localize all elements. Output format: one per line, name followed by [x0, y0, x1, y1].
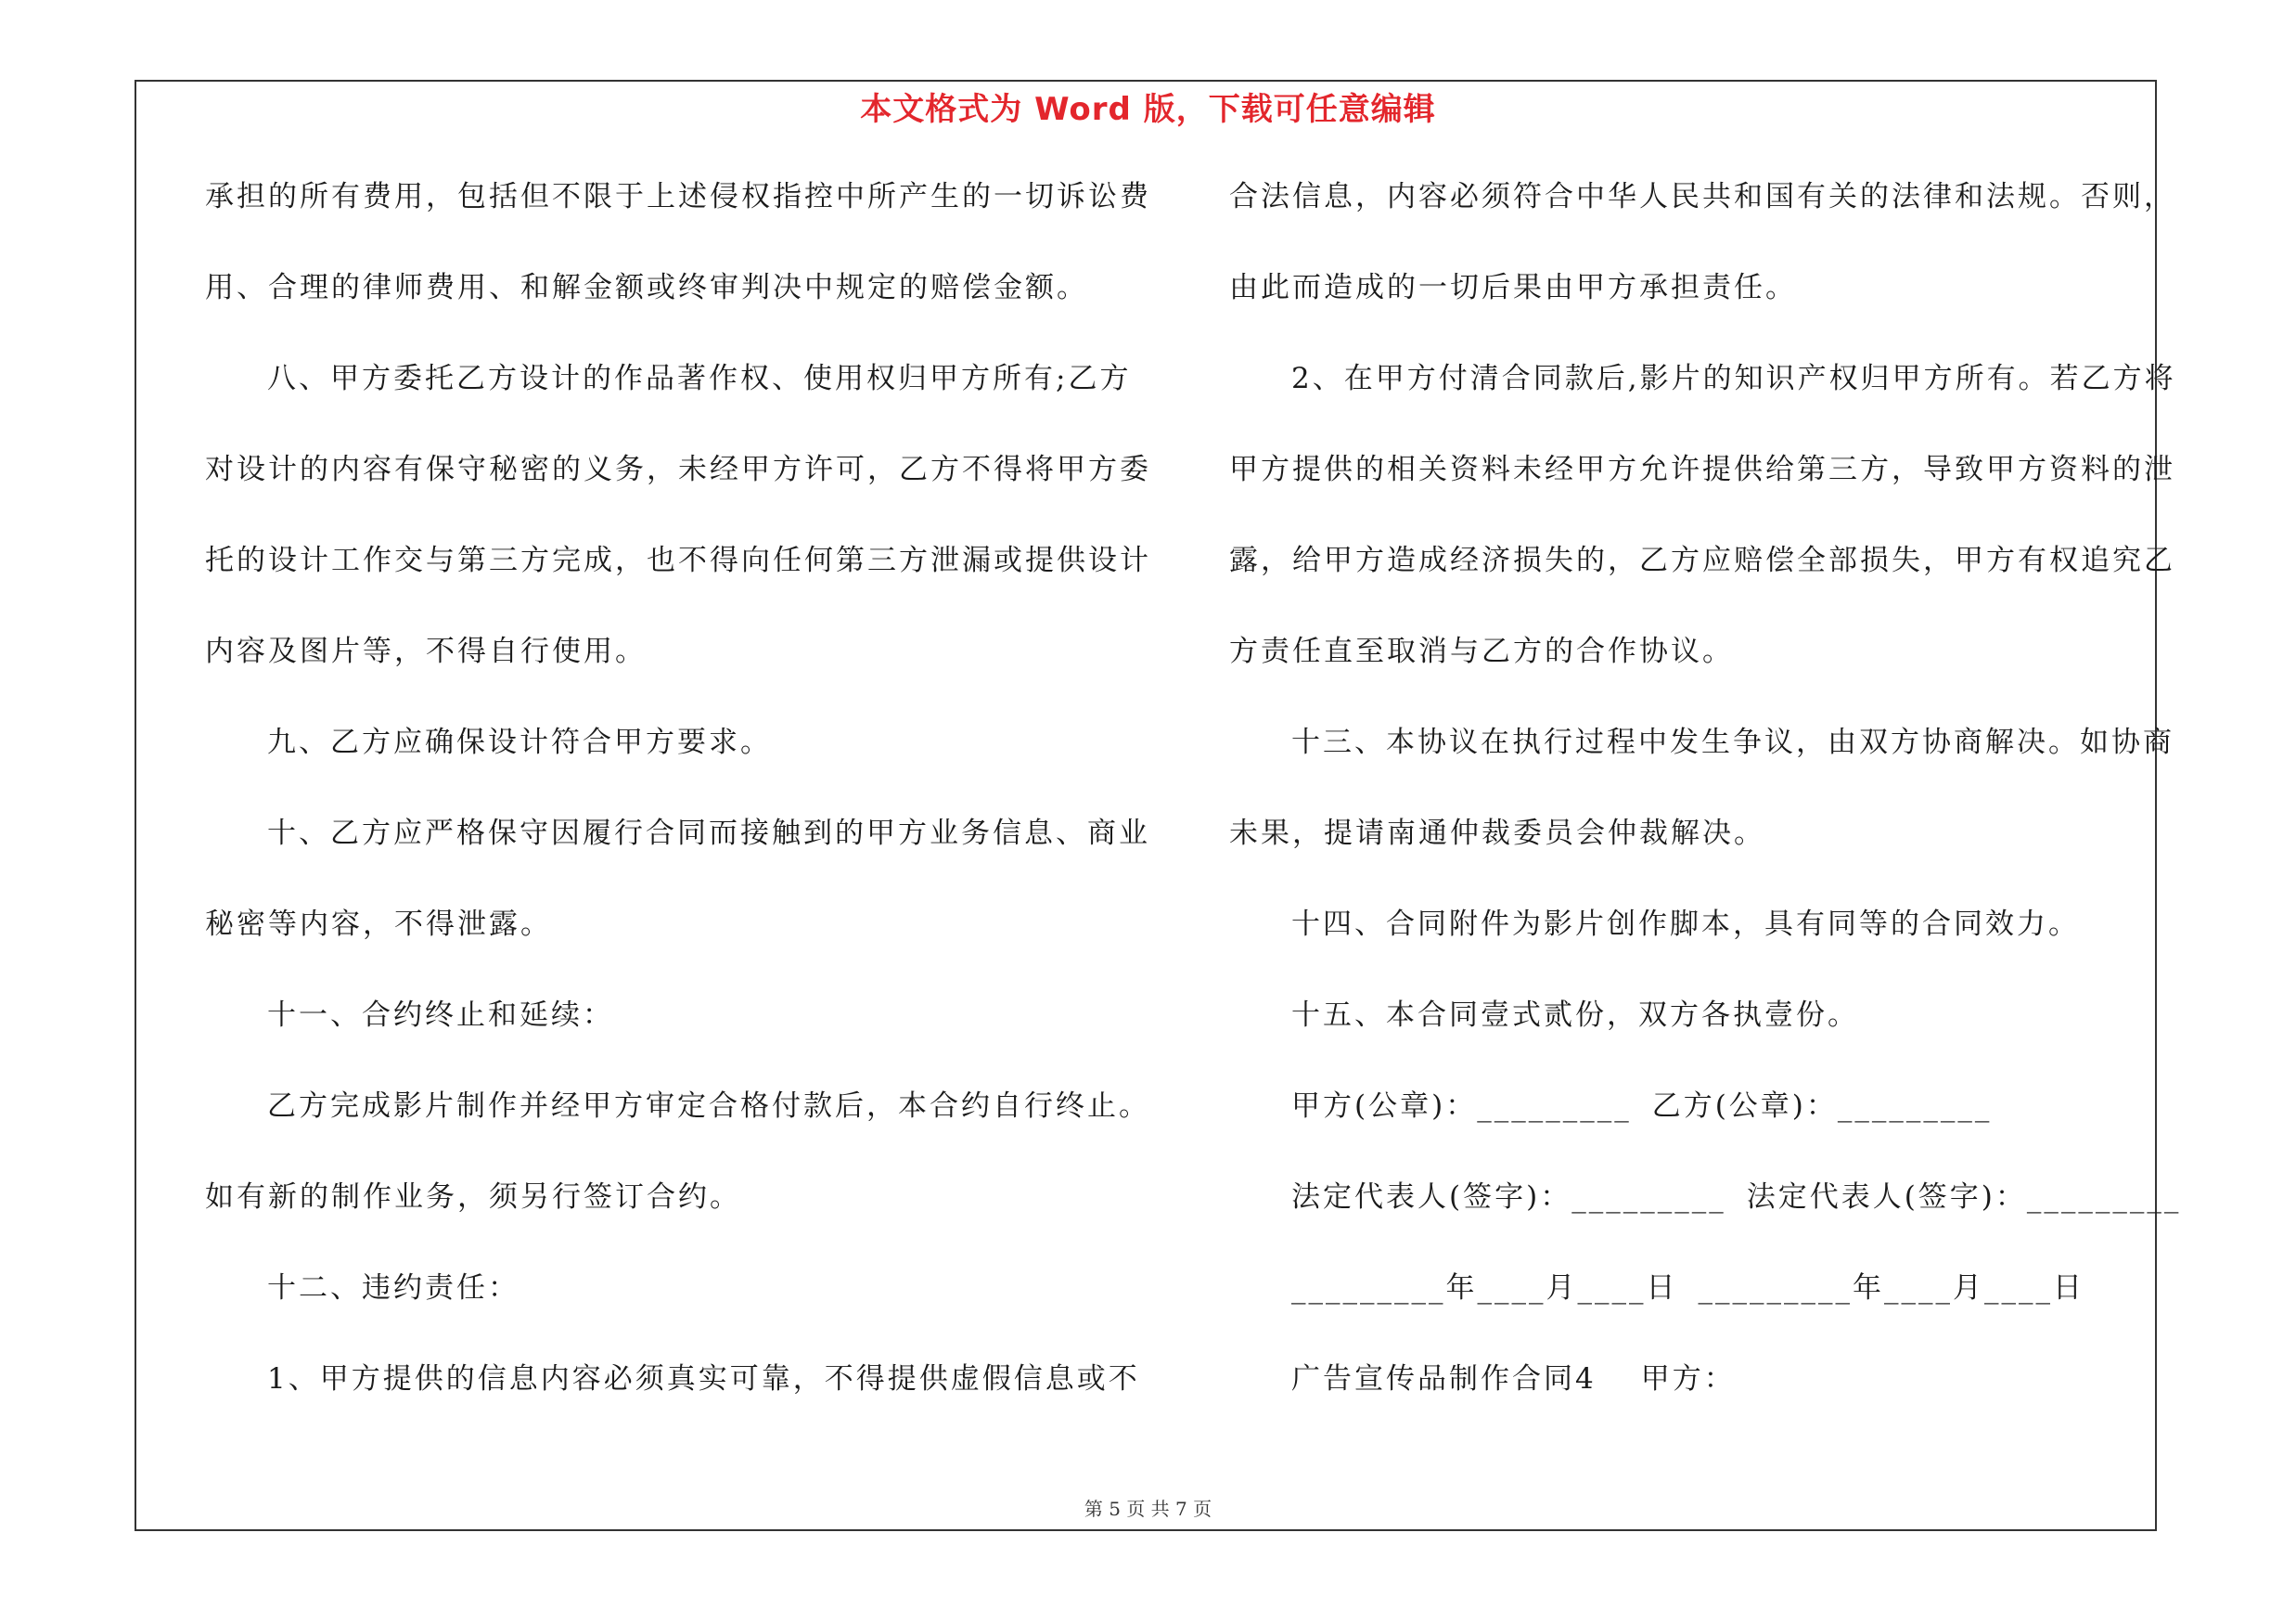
party-a-rep-field: 法定代表人(签字)：_________ — [1291, 1180, 1726, 1214]
paragraph-line: 1、甲方提供的信息内容必须真实可靠，不得提供虚假信息或不 — [267, 1362, 1140, 1396]
party-a-seal-field: 甲方(公章)：_________ — [1291, 1089, 1632, 1123]
paragraph-line: 内容及图片等，不得自行使用。 — [205, 635, 647, 668]
clause-12-heading: 十二、违约责任： — [267, 1271, 519, 1305]
next-party-a-label: 甲方： — [1640, 1362, 1736, 1396]
clause-14-line: 十四、合同附件为影片创作脚本，具有同等的合同效力。 — [1291, 908, 2080, 941]
paragraph-line: 露，给甲方造成经济损失的，乙方应赔偿全部损失，甲方有权追究乙 — [1229, 544, 2175, 577]
paragraph-line: 托的设计工作交与第三方完成，也不得向任何第三方泄漏或提供设计 — [205, 544, 1151, 577]
next-contract-title: 广告宣传品制作合同4 — [1291, 1362, 1597, 1396]
paragraph-line: 方责任直至取消与乙方的合作协议。 — [1229, 635, 1734, 668]
representative-row — [1229, 1179, 2182, 1269]
paragraph-line: 用、合理的律师费用、和解金额或终审判决中规定的赔偿金额。 — [205, 271, 1088, 304]
paragraph-line: 承担的所有费用，包括但不限于上述侵权指控中所产生的一切诉讼费 — [205, 180, 1151, 213]
paragraph-line: 合法信息，内容必须符合中华人民共和国有关的法律和法规。否则， — [1229, 180, 2175, 213]
paragraph-line: 未果，提请南通仲裁委员会仲裁解决。 — [1229, 817, 1765, 850]
paragraph-line: 对设计的内容有保守秘密的义务，未经甲方许可，乙方不得将甲方委 — [205, 453, 1151, 486]
paragraph-line: 2、在甲方付清合同款后,影片的知识产权归甲方所有。若乙方将 — [1291, 362, 2176, 395]
paragraph-line: 秘密等内容，不得泄露。 — [205, 908, 552, 941]
clause-8-line: 八、甲方委托乙方设计的作品著作权、使用权归甲方所有;乙方 — [267, 362, 1132, 395]
paragraph-line: 如有新的制作业务，须另行签订合约。 — [205, 1180, 741, 1214]
date-row — [1229, 1269, 2166, 1360]
party-a-date-field: _________年____月____日 — [1291, 1271, 1678, 1305]
party-b-date-field: _________年____月____日 — [1698, 1271, 2084, 1305]
paragraph-line: 由此而造成的一切后果由甲方承担责任。 — [1229, 271, 1797, 304]
party-b-rep-field: 法定代表人(签字)：_________ — [1746, 1180, 2182, 1214]
party-b-seal-field: 乙方(公章)：_________ — [1651, 1089, 1993, 1123]
clause-11-heading: 十一、合约终止和延续： — [267, 998, 614, 1032]
paragraph-line: 甲方提供的相关资料未经甲方允许提供给第三方，导致甲方资料的泄 — [1229, 453, 2175, 486]
right-text-column — [1229, 178, 2182, 1451]
seal-row — [1229, 1088, 2166, 1179]
next-contract-row — [1229, 1360, 2166, 1451]
clause-13-line: 十三、本协议在执行过程中发生争议，由双方协商解决。如协商 — [1291, 726, 2174, 759]
clause-9-line: 九、乙方应确保设计符合甲方要求。 — [267, 726, 772, 759]
page-number: 第 5 页 共 7 页 — [1084, 1498, 1212, 1520]
clause-15-line: 十五、本合同壹式贰份，双方各执壹份。 — [1291, 998, 1859, 1032]
paragraph-line: 乙方完成影片制作并经甲方审定合格付款后，本合约自行终止。 — [267, 1089, 1150, 1123]
clause-10-line: 十、乙方应严格保守因履行合同而接触到的甲方业务信息、商业 — [267, 817, 1150, 850]
format-notice-banner: 本文格式为 Word 版，下载可任意编辑 — [860, 91, 1436, 128]
left-text-column — [205, 178, 1151, 1451]
